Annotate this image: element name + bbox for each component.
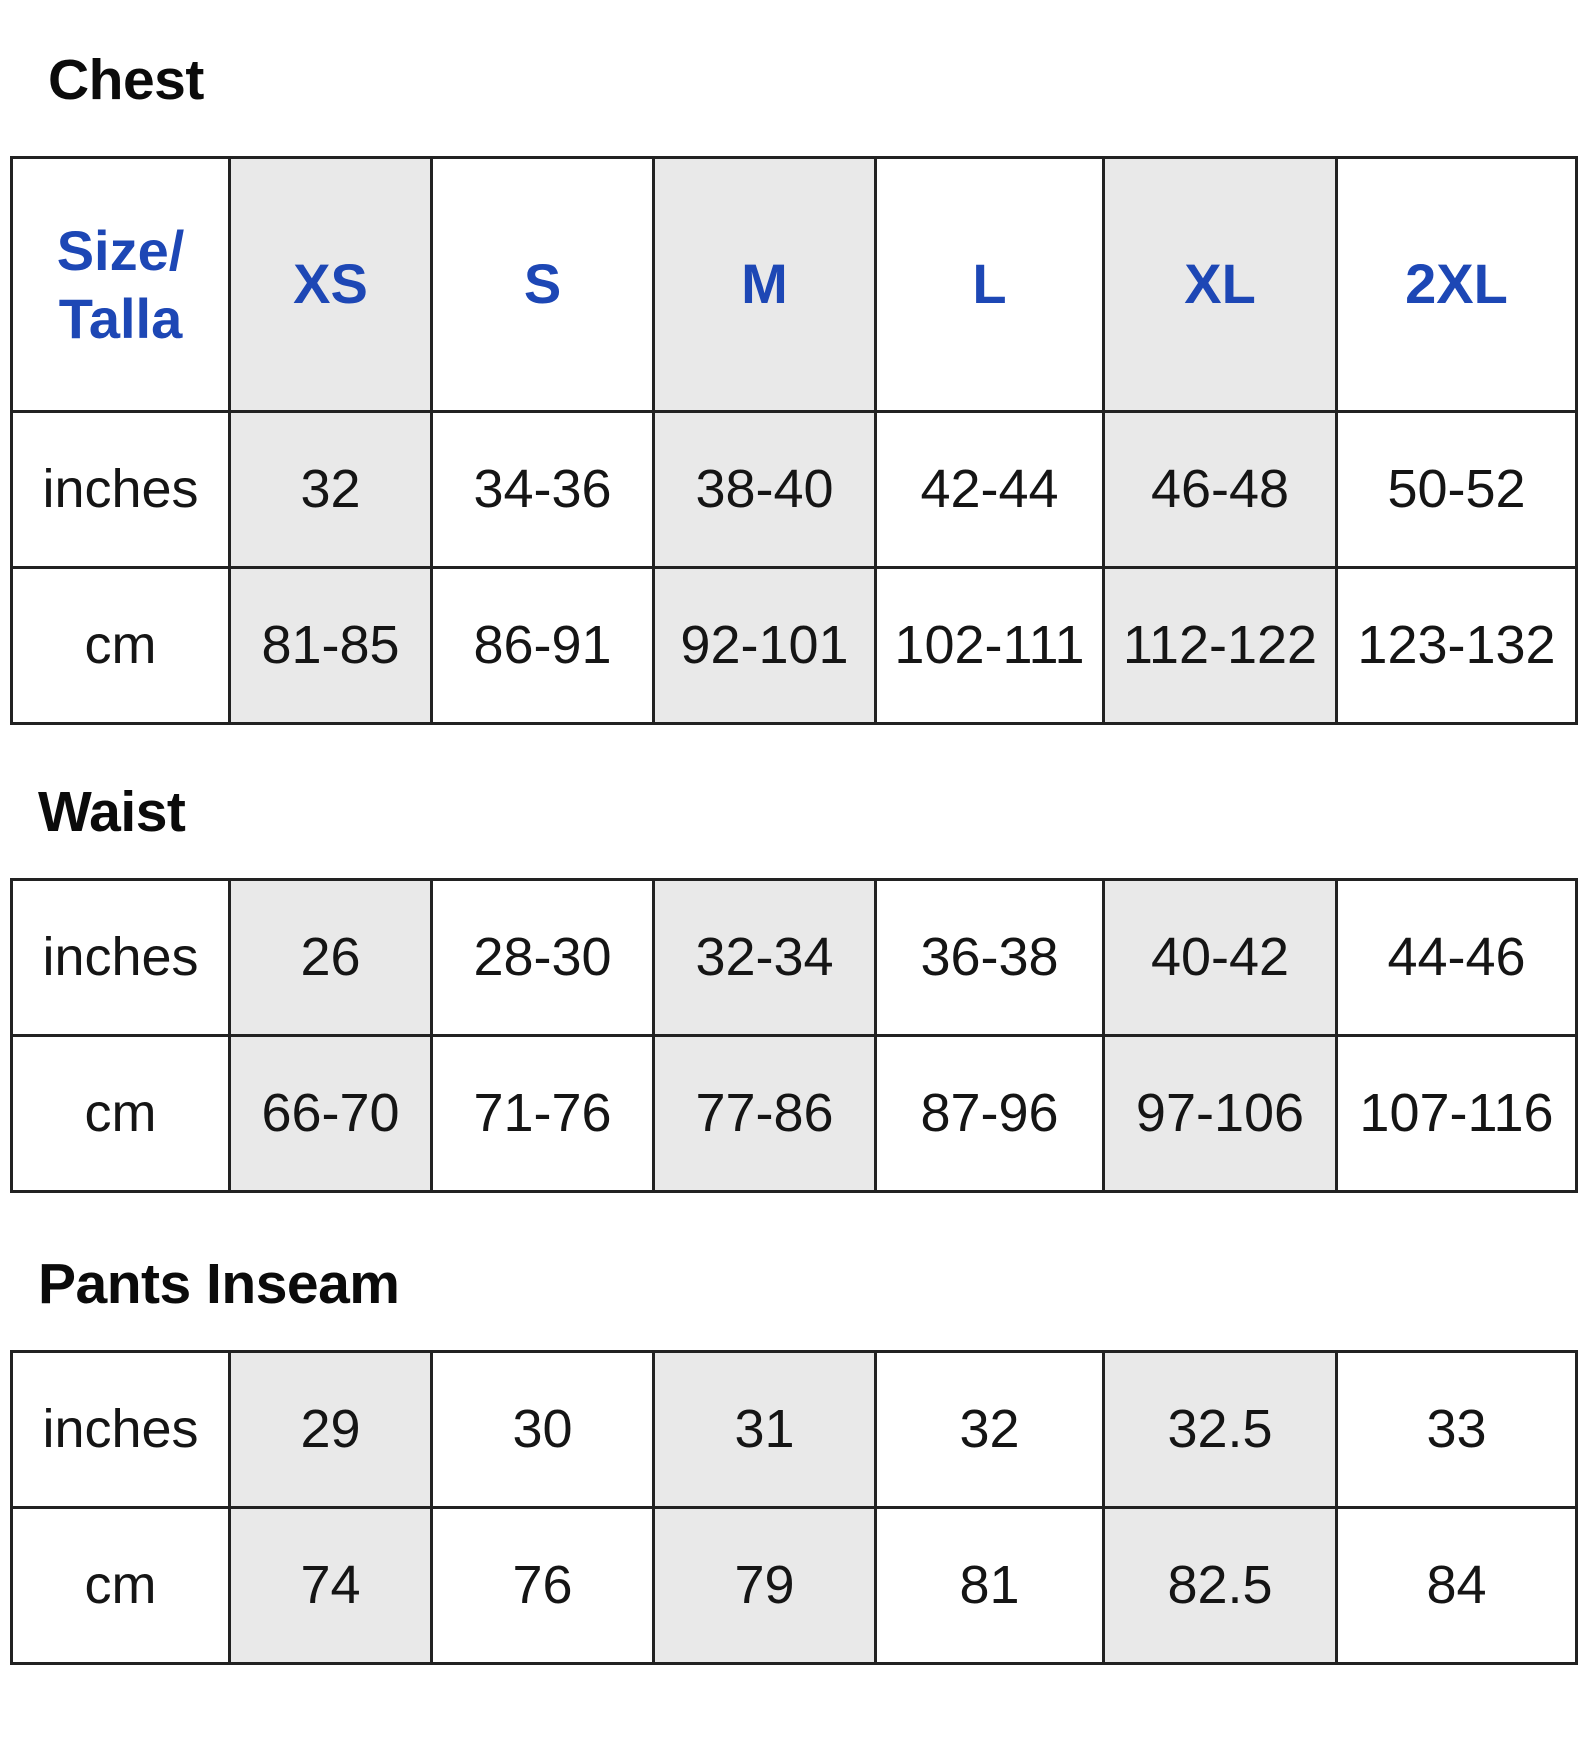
table-cell: 42-44 — [876, 412, 1104, 568]
chest-header-row — [12, 158, 1577, 412]
chest-size-table — [10, 156, 1578, 725]
table-cell: 50-52 — [1337, 412, 1577, 568]
waist-cm-row — [12, 1036, 1577, 1192]
row-label-cm: cm — [12, 1036, 230, 1192]
row-label-inches: inches — [12, 1352, 230, 1508]
size-header-s: S — [432, 158, 654, 412]
size-header-xl: XL — [1104, 158, 1337, 412]
inseam-inches-row — [12, 1352, 1577, 1508]
table-cell: 84 — [1337, 1508, 1577, 1664]
size-column-header: Size/ Talla — [12, 158, 230, 412]
table-cell: 112-122 — [1104, 568, 1337, 724]
table-cell: 66-70 — [230, 1036, 432, 1192]
table-cell: 32 — [876, 1352, 1104, 1508]
table-cell: 36-38 — [876, 880, 1104, 1036]
inseam-cm-row — [12, 1508, 1577, 1664]
row-label-inches: inches — [12, 412, 230, 568]
table-cell: 123-132 — [1337, 568, 1577, 724]
waist-size-table — [10, 878, 1578, 1193]
inseam-size-table — [10, 1350, 1578, 1665]
table-cell: 33 — [1337, 1352, 1577, 1508]
table-cell: 87-96 — [876, 1036, 1104, 1192]
table-cell: 71-76 — [432, 1036, 654, 1192]
size-header-2xl: 2XL — [1337, 158, 1577, 412]
table-cell: 26 — [230, 880, 432, 1036]
table-cell: 107-116 — [1337, 1036, 1577, 1192]
row-label-cm: cm — [12, 1508, 230, 1664]
waist-section-title: Waist — [38, 780, 186, 844]
table-cell: 29 — [230, 1352, 432, 1508]
table-cell: 102-111 — [876, 568, 1104, 724]
chest-section-title: Chest — [48, 48, 204, 112]
row-label-inches: inches — [12, 880, 230, 1036]
inseam-section-title: Pants Inseam — [38, 1252, 400, 1316]
table-cell: 28-30 — [432, 880, 654, 1036]
row-label-cm: cm — [12, 568, 230, 724]
table-cell: 34-36 — [432, 412, 654, 568]
table-cell: 40-42 — [1104, 880, 1337, 1036]
size-header-m: M — [654, 158, 876, 412]
table-cell: 82.5 — [1104, 1508, 1337, 1664]
table-cell: 81-85 — [230, 568, 432, 724]
chest-cm-row — [12, 568, 1577, 724]
table-cell: 79 — [654, 1508, 876, 1664]
table-cell: 86-91 — [432, 568, 654, 724]
waist-inches-row — [12, 880, 1577, 1036]
table-cell: 46-48 — [1104, 412, 1337, 568]
table-cell: 74 — [230, 1508, 432, 1664]
chest-inches-row — [12, 412, 1577, 568]
table-cell: 31 — [654, 1352, 876, 1508]
table-cell: 77-86 — [654, 1036, 876, 1192]
table-cell: 30 — [432, 1352, 654, 1508]
table-cell: 92-101 — [654, 568, 876, 724]
table-cell: 32-34 — [654, 880, 876, 1036]
size-header-xs: XS — [230, 158, 432, 412]
table-cell: 97-106 — [1104, 1036, 1337, 1192]
table-cell: 32 — [230, 412, 432, 568]
table-cell: 81 — [876, 1508, 1104, 1664]
table-cell: 32.5 — [1104, 1352, 1337, 1508]
size-header-l: L — [876, 158, 1104, 412]
table-cell: 38-40 — [654, 412, 876, 568]
table-cell: 76 — [432, 1508, 654, 1664]
table-cell: 44-46 — [1337, 880, 1577, 1036]
